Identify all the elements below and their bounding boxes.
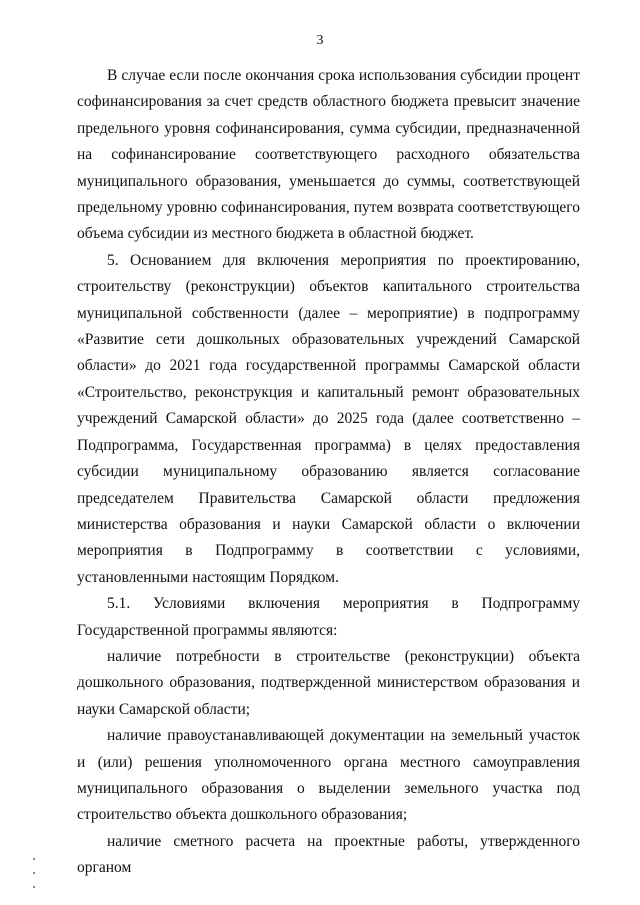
scan-mark bbox=[33, 886, 35, 888]
scan-mark bbox=[33, 872, 35, 874]
paragraph-condition-need: наличие потребности в строительстве (реконструкции) объекта дошкольного образования, подтвержденной министерством образования и науки Самарской области; bbox=[77, 647, 580, 718]
paragraph-condition-estimate: наличие сметного расчета на проектные работы, утвержденного органом bbox=[77, 832, 580, 877]
paragraph-section-5-1: 5.1. Условиями включения мероприятия в Подпрограмму Государственной программы являются: bbox=[77, 595, 580, 639]
paragraph-subsidy-return: В случае если после окончания срока использования субсидии процент софинансирования за счет средств областного бюджета превысит значение предельного уровня софинансирования, сумма субсидии, предназначенной на софинансирование соответствующего расходного обязательства муниципального образования, уменьшается до суммы, соответствующей предельному уровню софинансирования, путем возврата соответствующего объема субсидии из местного бюджета в областной бюджет. bbox=[77, 67, 580, 243]
page-number: 3 bbox=[316, 33, 324, 48]
document-body bbox=[77, 63, 580, 882]
paragraph-section-5: 5. Основанием для включения мероприятия по проектированию, строительству (реконструкции) объектов капитального строительства муниципальной собственности (далее – мероприятие) в подпрограмму «Развитие сети дошкольных образовательных учреждений Самарской области» до 2021 года государственной программы Самарской области «Строительство, реконструкция и капитальный ремонт образовательных учреждений Самарской области» до 2025 года (далее соответственно – Подпрограмма, Государственная программа) в целях предоставления субсидии муниципальному образованию является согласование председателем Правительства Самарской области предложения министерства образования и науки Самарской области о включении мероприятия в Подпрограмму в соответствии с условиями, установленными настоящим Порядком. bbox=[77, 251, 580, 586]
paragraph-condition-land: наличие правоустанавливающей документации на земельный участок и (или) решения уполномоченного органа местного самоуправления муниципального образования о выделении земельного участка под строительство объекта дошкольного образования; bbox=[77, 727, 580, 824]
scan-mark bbox=[33, 858, 35, 860]
